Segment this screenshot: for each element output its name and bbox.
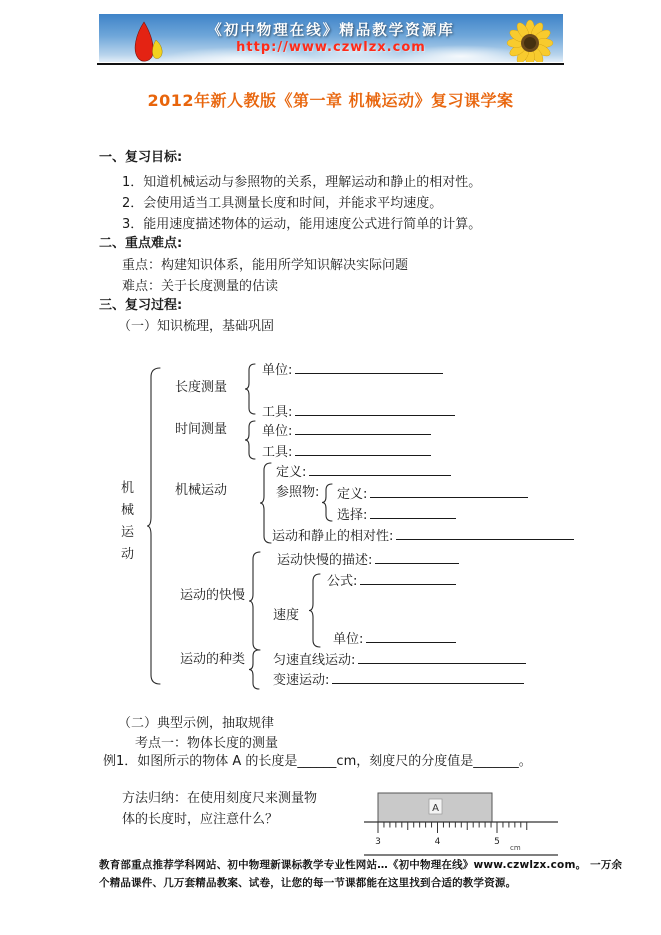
blank-time-tool	[295, 443, 431, 456]
brace-root	[147, 368, 160, 684]
node-fast: 运动的快慢	[180, 588, 246, 603]
process-sub1-line: （一）知识梳理，基础巩固	[118, 319, 275, 334]
row-speed-unit	[333, 630, 456, 648]
process-sub2-line: （二）典型示例，抽取规律	[118, 716, 275, 731]
object-label: A	[432, 803, 439, 814]
ruler-figure	[362, 786, 560, 860]
goal-item-1: 1．知道机械运动与参照物的关系，理解运动和静止的相对性。	[122, 175, 482, 190]
row-formula	[327, 572, 456, 590]
brace-fast	[249, 552, 260, 650]
sunflower-image	[499, 16, 561, 62]
key-point-line: 重点：构建知识体系，能用所学知识解决实际问题	[122, 258, 409, 273]
node-motion: 机械运动	[175, 483, 228, 498]
site-name: 《初中物理在线》精品教学资源库	[207, 23, 455, 39]
goal-item-3: 3．能用速度描述物体的运动，能用速度公式进行简单的计算。	[122, 217, 482, 232]
method-line-2: 体的长度时，应注意什么？	[122, 812, 279, 827]
example1-line: 例1．如图所示的物体 A 的长度是______cm，刻度尺的分度值是_______。	[103, 754, 532, 769]
node-speed: 速度	[273, 608, 300, 623]
label-variable: 变速运动:	[273, 673, 330, 688]
root-char-3: 运	[121, 525, 135, 540]
blank-motion-def	[309, 463, 451, 476]
blank-formula	[360, 572, 456, 585]
root-char-4: 动	[121, 547, 135, 562]
page-title: 2012年新人教版《第一章 机械运动》复习课学案	[147, 91, 514, 110]
root-char-2: 械	[121, 503, 135, 518]
row-ref-def	[337, 485, 528, 503]
label-formula: 公式:	[327, 574, 358, 589]
footer-line-1: 教育部重点推荐学科网站、初中物理新课标教学专业性网站…《初中物理在线》www.czwlzx.com。 一万余	[99, 859, 623, 871]
brace-speed	[309, 574, 320, 647]
node-kind: 运动的种类	[180, 652, 246, 667]
row-time-unit	[262, 422, 431, 440]
row-ref-choice	[337, 506, 456, 524]
label-time-unit: 单位:	[262, 424, 293, 439]
blank-uniform	[358, 651, 526, 664]
ruler-unit-label: cm	[510, 844, 521, 852]
brace-time	[245, 421, 255, 459]
row-speed-desc	[277, 551, 459, 569]
row-time-tool	[262, 443, 431, 461]
blank-ref-choice	[370, 506, 456, 519]
label-uniform: 匀速直线运动:	[273, 653, 356, 668]
label-speed-unit: 单位:	[333, 632, 364, 647]
tick-label-4: 4	[434, 837, 441, 847]
blank-speed-desc	[375, 551, 459, 564]
difficult-point-line: 难点：关于长度测量的估读	[122, 279, 279, 294]
label-relativity: 运动和静止的相对性:	[272, 529, 394, 544]
blank-relativity	[396, 527, 574, 540]
node-time: 时间测量	[175, 422, 228, 437]
tick-label-3: 3	[375, 837, 381, 847]
row-length-tool	[262, 403, 455, 421]
site-url-link[interactable]: http://www.czwlzx.com	[236, 40, 426, 55]
brace-motion	[260, 463, 271, 543]
heading-key-points: 二、重点难点:	[99, 236, 183, 251]
row-motion-def	[276, 463, 451, 481]
heading-process: 三、复习过程:	[99, 298, 183, 313]
blank-length-tool	[295, 403, 455, 416]
label-ref-def: 定义:	[337, 487, 368, 502]
banner-separator	[97, 63, 564, 65]
site-banner	[99, 14, 563, 62]
brace-kind	[249, 650, 259, 689]
tick-label-5: 5	[494, 837, 500, 847]
blank-variable	[332, 671, 524, 684]
blank-speed-unit	[366, 630, 456, 643]
label-ref-choice: 选择:	[337, 508, 368, 523]
row-uniform	[273, 651, 526, 669]
label-speed-desc: 运动快慢的描述:	[277, 553, 373, 568]
method-line-1: 方法归纳：在使用刻度尺来测量物	[122, 791, 318, 806]
goal-item-2: 2．会使用适当工具测量长度和时间，并能求平均速度。	[122, 196, 443, 211]
blank-ref-def	[370, 485, 528, 498]
label-motion-def: 定义:	[276, 465, 307, 480]
label-length-tool: 工具:	[262, 405, 293, 420]
kaodian-line: 考点一：物体长度的测量	[135, 736, 279, 751]
row-length-unit	[262, 361, 443, 379]
label-time-tool: 工具:	[262, 445, 293, 460]
brace-reference	[322, 484, 332, 521]
ruler-ticks	[378, 822, 527, 833]
label-length-unit: 单位:	[262, 363, 293, 378]
blank-length-unit	[295, 361, 443, 374]
footer-line-2: 个精品课件、几万套精品教案、试卷，让您的每一节课都能在这里找到合适的教学资源。	[99, 877, 517, 889]
node-length: 长度测量	[175, 380, 228, 395]
row-variable	[273, 671, 524, 689]
blank-time-unit	[295, 422, 431, 435]
brace-length	[245, 364, 255, 414]
label-reference: 参照物:	[276, 485, 320, 500]
heading-goals: 一、复习目标:	[99, 150, 183, 165]
row-relativity	[272, 527, 574, 545]
root-char-1: 机	[121, 481, 135, 496]
